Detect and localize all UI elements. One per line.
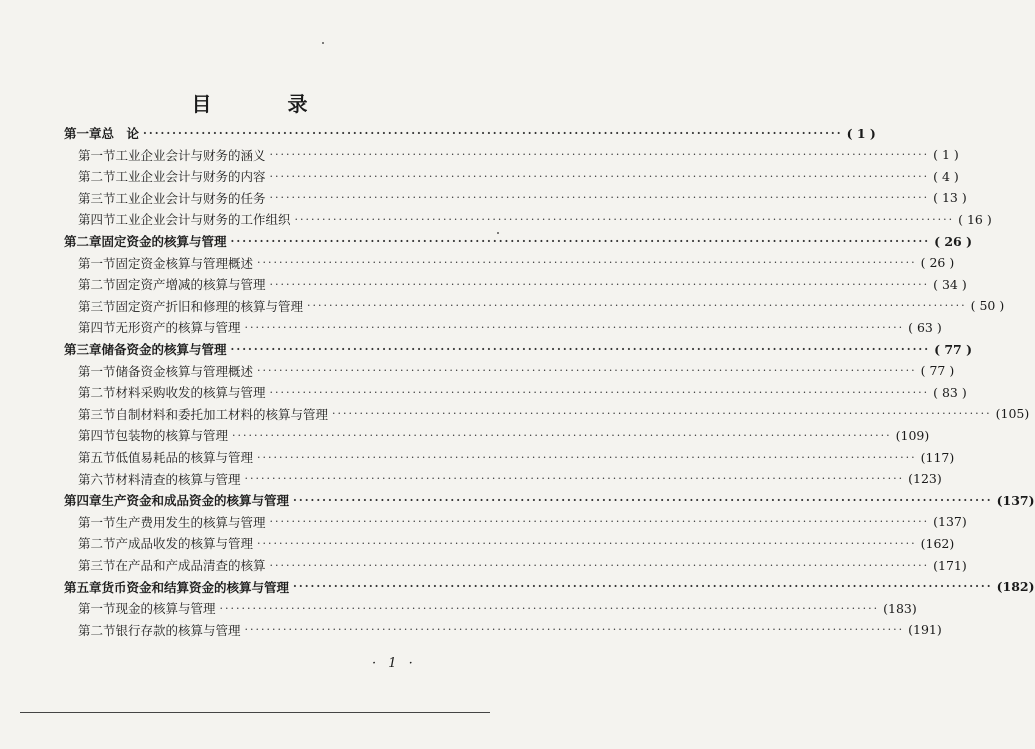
toc-leader-dots: ························································································································ <box>244 472 905 486</box>
page-title: 目 录 <box>191 92 336 116</box>
toc-label: 第一节 <box>78 601 116 617</box>
toc-title: 银行存款的核算与管理 <box>115 622 241 638</box>
toc-page-number: ( 77 ) <box>920 363 955 379</box>
toc-section-row <box>0 470 942 488</box>
toc-label: 第一章 <box>64 126 102 141</box>
toc-label: 第二节 <box>78 169 116 185</box>
toc-leader-dots: ························································································································ <box>257 450 917 464</box>
toc-title: 储备资金核算与管理概述 <box>115 363 254 379</box>
toc-leader-dots: ························································································································ <box>244 623 905 637</box>
toc-leader-dots: ························································································································ <box>269 191 930 205</box>
toc-page-number: (123) <box>908 471 942 487</box>
toc-page-number: ( 13 ) <box>933 190 967 206</box>
toc-page-number: ( 63 ) <box>908 319 942 335</box>
toc-leader-dots: ························································································································ <box>307 299 967 313</box>
toc-page-number: (171) <box>933 557 967 573</box>
scan-speck <box>322 42 324 44</box>
toc-label: 第三章 <box>64 342 102 357</box>
toc-section-row <box>0 426 930 444</box>
toc-leader-dots: ························································································································ <box>244 320 905 334</box>
toc-page-number: ( 34 ) <box>933 276 967 292</box>
toc-page-number: ( 77 ) <box>934 341 973 357</box>
toc-leader-dots: ························································································································ <box>269 515 930 529</box>
toc-title: 生产费用发生的核算与管理 <box>115 514 266 530</box>
toc-label: 第一节 <box>78 514 116 530</box>
toc-page-number: ( 4 ) <box>933 168 959 184</box>
toc-leader-dots: ························································································································ <box>230 342 931 356</box>
toc-title: 工业企业会计与财务的工作组织 <box>115 212 291 228</box>
toc-leader-dots: ························································································································ <box>257 364 917 378</box>
toc-title: 工业企业会计与财务的任务 <box>115 190 266 206</box>
toc-section-row <box>0 448 955 466</box>
toc-section-row <box>0 254 955 272</box>
toc-title: 工业企业会计与财务的涵义 <box>115 147 266 163</box>
toc-label: 第一节 <box>78 363 116 379</box>
toc-label: 第二节 <box>78 622 116 638</box>
toc-label: 第四节 <box>78 428 116 444</box>
toc-title: 包装物的核算与管理 <box>115 428 229 444</box>
page-number: · 1 · <box>372 656 417 671</box>
toc-section-row <box>0 275 967 293</box>
toc-title: 储备资金的核算与管理 <box>101 342 227 357</box>
toc-section-row <box>0 383 967 401</box>
toc-section-row <box>0 556 967 574</box>
toc-label: 第一节 <box>78 147 116 163</box>
toc-label: 第三节 <box>78 558 116 573</box>
toc-leader-dots: ························································································································ <box>269 558 930 572</box>
toc-title: 固定资金的核算与管理 <box>101 234 227 249</box>
toc-label: 第三节 <box>78 298 116 314</box>
toc-label: 第二章 <box>64 234 102 249</box>
toc-title: 现金的核算与管理 <box>115 601 216 617</box>
toc-title: 固定资金核算与管理概述 <box>115 255 254 271</box>
toc-title: 低值易耗品的核算与管理 <box>115 450 254 465</box>
toc-page-number: (105) <box>995 406 1030 422</box>
toc-section-row <box>0 405 1030 423</box>
toc-page-number: (183) <box>883 600 917 616</box>
toc-title: 无形资产的核算与管理 <box>115 320 241 336</box>
toc-label: 第二节 <box>78 277 116 293</box>
toc-title: 固定资产折旧和修理的核算与管理 <box>115 298 304 314</box>
toc-page-number: ( 83 ) <box>933 384 967 400</box>
toc-leader-dots: ························································································································ <box>257 256 917 270</box>
toc-leader-dots: ························································································································ <box>219 601 880 615</box>
toc-label: 第二节 <box>78 536 116 552</box>
toc-title: 总 论 <box>101 126 140 141</box>
toc-leader-dots: ························································································································ <box>293 580 993 594</box>
toc-chapter-row <box>0 340 973 358</box>
toc-page-number: ( 1 ) <box>846 125 876 141</box>
toc-leader-dots: ························································································································ <box>293 493 993 507</box>
toc-title: 工业企业会计与财务的内容 <box>115 169 266 185</box>
toc-section-row <box>0 599 917 617</box>
toc-label: 第五章 <box>64 579 102 595</box>
toc-label: 第五节 <box>78 450 116 465</box>
toc-title: 自制材料和委托加工材料的核算与管理 <box>115 406 329 422</box>
toc-section-row <box>0 189 967 207</box>
toc-label: 第四节 <box>78 212 116 228</box>
toc-page-number: ( 26 ) <box>920 255 955 271</box>
toc-title: 生产资金和成品资金的核算与管理 <box>101 493 290 509</box>
toc-label: 第一节 <box>78 255 116 271</box>
toc-title: 材料采购收发的核算与管理 <box>115 385 266 401</box>
toc-leader-dots: ························································································································ <box>230 234 931 248</box>
toc-chapter-row <box>0 491 1035 509</box>
toc-section-row <box>0 297 1005 315</box>
toc-title: 在产品和产成品清查的核算 <box>115 558 266 573</box>
toc-section-row <box>0 167 959 185</box>
toc-chapter-row <box>0 578 1035 596</box>
toc-leader-dots: ························································································································ <box>269 277 930 291</box>
toc-page-number: (137) <box>933 514 967 530</box>
toc-title: 固定资产增减的核算与管理 <box>115 277 266 293</box>
toc-leader-dots: ························································································································ <box>269 148 930 162</box>
toc-section-row <box>0 146 959 164</box>
bottom-rule <box>20 712 490 713</box>
toc-leader-dots: ························································································································ <box>269 385 930 399</box>
toc-leader-dots: ························································································································ <box>143 126 843 140</box>
toc-section-row <box>0 318 942 336</box>
toc-label: 第二节 <box>78 385 116 401</box>
toc-page-number: ( 1 ) <box>933 147 959 163</box>
toc-chapter-row <box>0 232 973 250</box>
toc-label: 第六节 <box>78 471 116 487</box>
toc-section-row <box>0 362 955 380</box>
toc-page-number: (191) <box>908 622 942 638</box>
toc-page-number: ( 50 ) <box>970 298 1005 314</box>
scan-speck <box>497 232 499 234</box>
toc-section-row <box>0 210 992 228</box>
toc-section-row <box>0 621 942 639</box>
toc-leader-dots: ························································································································ <box>269 169 930 183</box>
toc-label: 第三节 <box>78 406 116 422</box>
toc-leader-dots: ························································································································ <box>332 407 992 421</box>
toc-page-number: ( 26 ) <box>934 233 973 249</box>
toc-section-row <box>0 534 955 552</box>
toc-leader-dots: ························································································································ <box>257 536 917 550</box>
toc-page-number: ( 16 ) <box>958 211 992 227</box>
toc-label: 第三节 <box>78 190 116 206</box>
toc-section-row <box>0 513 967 531</box>
toc-label: 第四节 <box>78 320 116 336</box>
toc-page-number: (117) <box>920 449 955 465</box>
toc-page-number: (109) <box>895 427 930 443</box>
toc-chapter-row <box>0 124 876 142</box>
toc-page-number: (182) <box>996 579 1035 595</box>
toc-leader-dots: ························································································································ <box>232 428 892 442</box>
toc-label: 第四章 <box>64 493 102 509</box>
toc-page-number: (162) <box>920 535 955 551</box>
toc-title: 材料清查的核算与管理 <box>115 471 241 487</box>
toc-page-number: (137) <box>996 492 1035 508</box>
toc-title: 产成品收发的核算与管理 <box>115 536 254 552</box>
toc-title: 货币资金和结算资金的核算与管理 <box>101 579 290 595</box>
toc-leader-dots: ························································································································ <box>294 212 955 226</box>
